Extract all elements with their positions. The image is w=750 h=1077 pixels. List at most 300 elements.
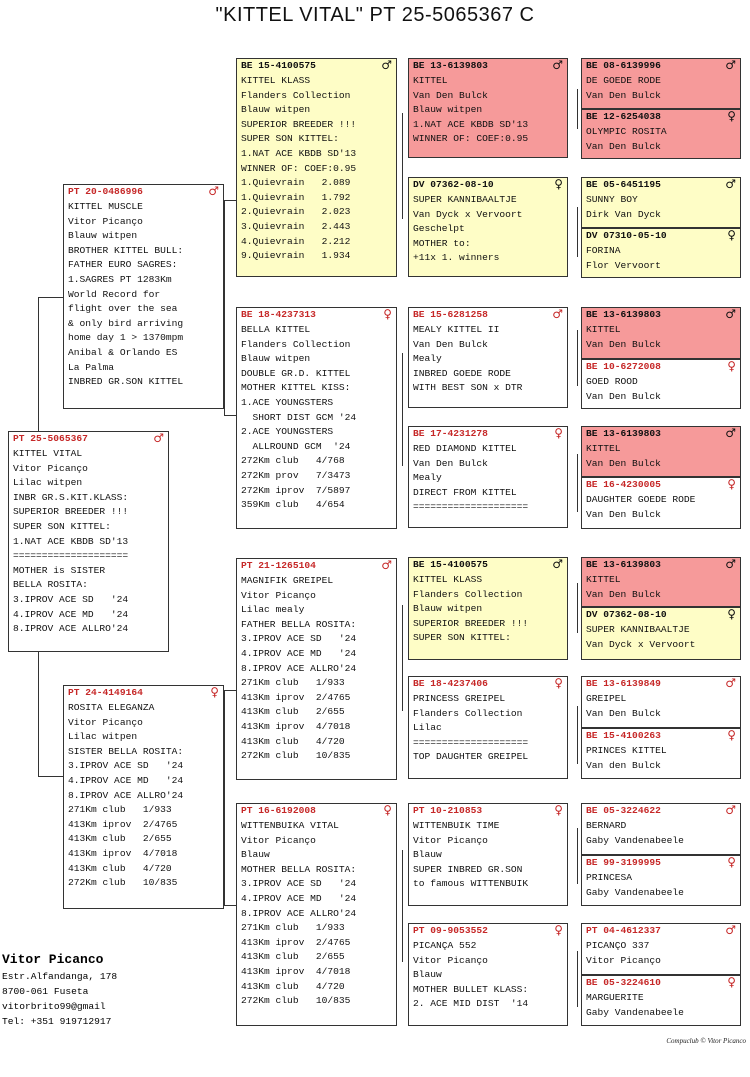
ring-label: BE 16-4230005 bbox=[586, 479, 661, 490]
pedigree-line: Vitor Picanço bbox=[413, 954, 488, 966]
pedigree-line: SUPER SON KITTEL: bbox=[13, 520, 111, 532]
ring-label: BE 17-4231278 bbox=[413, 428, 488, 439]
female-icon: ♀ bbox=[727, 975, 736, 989]
pedigree-line: TOP DAUGHTER GREIPEL bbox=[413, 751, 529, 763]
pedigree-line: 413Km club 2/655 bbox=[241, 951, 345, 963]
pedigree-line: 271Km club 1/933 bbox=[241, 677, 345, 689]
pedigree-box-ggp-8 bbox=[408, 923, 568, 1026]
pedigree-line: ROSITA ELEGANZA bbox=[68, 702, 155, 713]
ring-number bbox=[413, 677, 563, 692]
pedigree-line: KITTEL bbox=[586, 443, 621, 454]
pedigree-box-g5-2 bbox=[581, 109, 741, 159]
connector bbox=[577, 207, 578, 257]
pedigree-line: Dirk Van Dyck bbox=[586, 208, 661, 220]
pedigree-line: Lilac witpen bbox=[13, 477, 83, 489]
pedigree-line: Vitor Picanço bbox=[586, 954, 661, 966]
pedigree-line: World Record for bbox=[68, 288, 161, 300]
pedigree-line: MOTHER to: bbox=[413, 237, 471, 249]
pedigree-line: Van Den Bulck bbox=[586, 588, 661, 600]
pedigree-line: Gaby Vandenabeele bbox=[586, 834, 684, 846]
ring-number bbox=[586, 924, 736, 939]
connector bbox=[577, 706, 578, 764]
female-icon: ♀ bbox=[554, 426, 563, 440]
connector bbox=[224, 905, 236, 906]
pedigree-line: Van Dyck x Vervoort bbox=[413, 208, 523, 220]
pedigree-line: Flanders Collection bbox=[413, 707, 523, 719]
pedigree-line: 8.IPROV ACE ALLRO'24 bbox=[241, 907, 357, 919]
pedigree-line: 413Km iprov 4/7018 bbox=[241, 720, 351, 732]
pedigree-line: MOTHER BULLET KLASS: bbox=[413, 983, 529, 995]
pedigree-line: Van Den Bulck bbox=[586, 89, 661, 101]
pedigree-line: MAGNIFIK GREIPEL bbox=[241, 575, 334, 586]
owner-name: Vitor Picanco bbox=[2, 952, 104, 967]
ring-number bbox=[68, 686, 219, 701]
ring-number bbox=[413, 59, 563, 74]
pedigree-box-g5-5 bbox=[581, 307, 741, 359]
ring-number bbox=[586, 608, 736, 623]
pedigree-box-ggp-2 bbox=[408, 177, 568, 277]
ring-number bbox=[586, 804, 736, 819]
pedigree-line: Vitor Picanço bbox=[241, 589, 316, 601]
pedigree-box-dam-dam bbox=[236, 803, 397, 1026]
ring-label: BE 08-6139996 bbox=[586, 60, 661, 71]
male-icon: ♂ bbox=[725, 177, 736, 191]
pedigree-line: Van den Bulck bbox=[586, 759, 661, 771]
pedigree-line: ==================== bbox=[413, 736, 529, 748]
ring-number bbox=[413, 558, 563, 573]
male-icon: ♂ bbox=[381, 58, 392, 72]
pedigree-line: KITTEL KLASS bbox=[241, 75, 311, 86]
ring-number bbox=[586, 360, 736, 375]
pedigree-line: SUPER KANNIBAALTJE bbox=[586, 624, 690, 635]
ring-number bbox=[413, 308, 563, 323]
connector bbox=[402, 113, 403, 219]
pedigree-box-subject bbox=[8, 431, 169, 652]
ring-number bbox=[586, 110, 736, 125]
female-icon: ♀ bbox=[554, 923, 563, 937]
male-icon: ♂ bbox=[381, 558, 392, 572]
pedigree-box-ggp-5 bbox=[408, 557, 568, 660]
pedigree-line: 4.IPROV ACE MD '24 bbox=[241, 892, 357, 904]
female-icon: ♀ bbox=[554, 676, 563, 690]
pedigree-line: Flanders Collection bbox=[413, 588, 523, 600]
ring-number bbox=[413, 804, 563, 819]
pedigree-line: Vitor Picanço bbox=[68, 716, 143, 728]
owner-city: 8700-061 Fuseta bbox=[2, 986, 89, 997]
pedigree-line: 413Km iprov 4/7018 bbox=[241, 965, 351, 977]
male-icon: ♂ bbox=[725, 923, 736, 937]
pedigree-line: 3.IPROV ACE SD '24 bbox=[68, 760, 184, 772]
ring-label: BE 12-6254038 bbox=[586, 111, 661, 122]
male-icon: ♂ bbox=[153, 431, 164, 445]
pedigree-line: 3.IPROV ACE SD '24 bbox=[13, 593, 129, 605]
pedigree-box-g5-13 bbox=[581, 803, 741, 855]
pedigree-line: Van Den Bulck bbox=[413, 89, 488, 101]
ring-label: BE 13-6139803 bbox=[586, 309, 661, 320]
male-icon: ♂ bbox=[552, 557, 563, 571]
pedigree-line: Mealy bbox=[413, 472, 442, 484]
pedigree-line: WITTENBUIK TIME bbox=[413, 820, 500, 831]
pedigree-line: 413Km iprov 2/4765 bbox=[241, 691, 351, 703]
pedigree-line: Vitor Picanço bbox=[413, 834, 488, 846]
male-icon: ♂ bbox=[208, 184, 219, 198]
pedigree-line: 1.ACE YOUNGSTERS bbox=[241, 396, 334, 408]
ring-label: PT 09-9053552 bbox=[413, 925, 488, 936]
ring-number bbox=[241, 559, 392, 574]
pedigree-box-g5-7 bbox=[581, 426, 741, 477]
pedigree-line: PRINCES KITTEL bbox=[586, 745, 667, 756]
pedigree-line: WITTENBUIKA VITAL bbox=[241, 820, 339, 831]
pedigree-line: 8.IPROV ACE ALLRO'24 bbox=[68, 789, 184, 801]
pedigree-line: to famous WITTENBUIK bbox=[413, 878, 529, 890]
pedigree-line: GREIPEL bbox=[586, 693, 627, 704]
male-icon: ♂ bbox=[725, 803, 736, 817]
pedigree-line: Van Den Bulck bbox=[413, 338, 488, 350]
pedigree-line: SUPER SON KITTEL: bbox=[241, 133, 339, 145]
connector bbox=[402, 605, 403, 711]
pedigree-line: Anibal & Orlando ES bbox=[68, 346, 178, 358]
pedigree-line: 413Km iprov 2/4765 bbox=[68, 818, 178, 830]
male-icon: ♂ bbox=[725, 676, 736, 690]
pedigree-line: SHORT DIST GCM '24 bbox=[241, 411, 357, 423]
pedigree-line: Blauw witpen bbox=[413, 104, 483, 116]
owner-phone: Tel: +351 919712917 bbox=[2, 1016, 112, 1027]
male-icon: ♂ bbox=[725, 426, 736, 440]
pedigree-line: 272Km iprov 7/5897 bbox=[241, 484, 351, 496]
ring-number bbox=[586, 59, 736, 74]
connector bbox=[577, 454, 578, 512]
pedigree-line: INBRED GR.SON KITTEL bbox=[68, 376, 184, 388]
pedigree-line: FATHER EURO SAGRES: bbox=[68, 259, 178, 271]
ring-label: PT 24-4149164 bbox=[68, 687, 143, 698]
pedigree-line: PICANÇA 552 bbox=[413, 940, 477, 951]
pedigree-line: Van Den Bulck bbox=[586, 140, 661, 152]
pedigree-line: Van Den Bulck bbox=[586, 508, 661, 520]
ring-label: PT 20-0486996 bbox=[68, 186, 143, 197]
pedigree-box-g5-8 bbox=[581, 477, 741, 529]
pedigree-line: 272Km club 10/835 bbox=[241, 750, 351, 762]
footer-credit: Compuclub © Vitor Picanco bbox=[666, 1037, 746, 1045]
pedigree-line: WINNER OF: COEF:0.95 bbox=[241, 162, 357, 174]
pedigree-line: BELLA ROSITA: bbox=[13, 579, 88, 591]
pedigree-line: INBR GR.S.KIT.KLASS: bbox=[13, 491, 129, 503]
pedigree-line: RED DIAMOND KITTEL bbox=[413, 443, 517, 454]
pedigree-line: ==================== bbox=[13, 550, 129, 562]
ring-number bbox=[413, 924, 563, 939]
ring-number bbox=[586, 229, 736, 244]
connector bbox=[224, 690, 236, 691]
pedigree-line: Lilac bbox=[413, 722, 442, 734]
ring-number bbox=[413, 427, 563, 442]
ring-label: BE 18-4237406 bbox=[413, 678, 488, 689]
pedigree-line: KITTEL VITAL bbox=[13, 448, 83, 459]
ring-number bbox=[586, 856, 736, 871]
pedigree-line: Lilac mealy bbox=[241, 604, 305, 616]
pedigree-box-g5-16 bbox=[581, 975, 741, 1026]
connector bbox=[38, 776, 63, 777]
pedigree-box-g5-12 bbox=[581, 728, 741, 779]
pedigree-box-sire-sire bbox=[236, 58, 397, 277]
female-icon: ♀ bbox=[210, 685, 219, 699]
pedigree-line: Lilac witpen bbox=[68, 731, 138, 743]
ring-label: PT 10-210853 bbox=[413, 805, 483, 816]
pedigree-line: Van Dyck x Vervoort bbox=[586, 638, 696, 650]
pedigree-line: GOED ROOD bbox=[586, 376, 638, 387]
pedigree-line: DE GOEDE RODE bbox=[586, 75, 661, 86]
ring-label: BE 05-6451195 bbox=[586, 179, 661, 190]
pedigree-line: Vitor Picanço bbox=[13, 462, 88, 474]
pedigree-line: Van Den Bulck bbox=[413, 457, 488, 469]
pedigree-line: Van Den Bulck bbox=[586, 390, 661, 402]
pedigree-line: 272Km club 10/835 bbox=[68, 877, 178, 889]
pedigree-box-g5-14 bbox=[581, 855, 741, 906]
pedigree-box-g5-6 bbox=[581, 359, 741, 409]
pedigree-line: 413Km club 4/720 bbox=[241, 735, 345, 747]
pedigree-line: PRINCESS GREIPEL bbox=[413, 693, 506, 704]
pedigree-line: 359Km club 4/654 bbox=[241, 499, 345, 511]
pedigree-line: SISTER BELLA ROSITA: bbox=[68, 745, 184, 757]
connector bbox=[402, 353, 403, 466]
pedigree-line: 413Km club 2/655 bbox=[68, 833, 172, 845]
pedigree-line: 1.Quievrain 2.089 bbox=[241, 177, 351, 189]
connector bbox=[577, 583, 578, 633]
pedigree-line: MOTHER is SISTER bbox=[13, 564, 106, 576]
owner-address: Estr.Alfandanga, 178 bbox=[2, 971, 118, 982]
pedigree-line: SUPER SON KITTEL: bbox=[413, 632, 511, 644]
pedigree-line: 1.NAT ACE KBDB SD'13 bbox=[241, 147, 357, 159]
pedigree-line: 4.IPROV ACE MD '24 bbox=[241, 647, 357, 659]
pedigree-line: Flanders Collection bbox=[241, 89, 351, 101]
ring-number bbox=[241, 59, 392, 74]
pedigree-line: Flanders Collection bbox=[241, 338, 351, 350]
female-icon: ♀ bbox=[727, 228, 736, 242]
pedigree-line: SUNNY BOY bbox=[586, 194, 638, 205]
ring-number bbox=[13, 432, 164, 447]
pedigree-line: 3.IPROV ACE SD '24 bbox=[241, 633, 357, 645]
female-icon: ♀ bbox=[383, 307, 392, 321]
pedigree-line: DIRECT FROM KITTEL bbox=[413, 486, 517, 498]
pedigree-box-g5-15 bbox=[581, 923, 741, 975]
pedigree-line: 2.Quievrain 2.023 bbox=[241, 206, 351, 218]
pedigree-line: 4.IPROV ACE MD '24 bbox=[68, 774, 184, 786]
pedigree-line: INBRED GOEDE RODE bbox=[413, 367, 511, 379]
ring-number bbox=[586, 729, 736, 744]
pedigree-line: MARGUERITE bbox=[586, 992, 644, 1003]
ring-number bbox=[586, 677, 736, 692]
pedigree-line: KITTEL bbox=[586, 574, 621, 585]
pedigree-line: 272Km prov 7/3473 bbox=[241, 469, 351, 481]
ring-label: BE 13-6139849 bbox=[586, 678, 661, 689]
connector bbox=[577, 330, 578, 386]
connector bbox=[38, 651, 39, 776]
pedigree-line: PICANÇO 337 bbox=[586, 940, 650, 951]
pedigree-line: 2.ACE YOUNGSTERS bbox=[241, 426, 334, 438]
pedigree-box-sire-dam bbox=[236, 307, 397, 529]
pedigree-line: home day 1 > 1370mpm bbox=[68, 332, 184, 344]
pedigree-line: FATHER BELLA ROSITA: bbox=[241, 618, 357, 630]
ring-number bbox=[586, 976, 736, 991]
pedigree-line: Flor Vervoort bbox=[586, 259, 661, 271]
ring-number bbox=[68, 185, 219, 200]
ring-number bbox=[586, 558, 736, 573]
male-icon: ♂ bbox=[725, 557, 736, 571]
pedigree-line: 413Km iprov 4/7018 bbox=[68, 847, 178, 859]
pedigree-line: Blauw bbox=[413, 849, 442, 861]
pedigree-line: 3.Quievrain 2.443 bbox=[241, 220, 351, 232]
pedigree-line: Blauw witpen bbox=[241, 104, 311, 116]
pedigree-line: 8.IPROV ACE ALLRO'24 bbox=[13, 623, 129, 635]
page-title: "KITTEL VITAL" PT 25-5065367 C bbox=[215, 4, 535, 26]
ring-label: DV 07310-05-10 bbox=[586, 230, 667, 241]
ring-label: PT 16-6192008 bbox=[241, 805, 316, 816]
female-icon: ♀ bbox=[727, 359, 736, 373]
ring-label: BE 15-6281258 bbox=[413, 309, 488, 320]
pedigree-line: 2. ACE MID DIST '14 bbox=[413, 998, 529, 1010]
pedigree-line: 413Km iprov 2/4765 bbox=[241, 936, 351, 948]
pedigree-line: DAUGHTER GOEDE RODE bbox=[586, 494, 696, 505]
connector bbox=[224, 200, 236, 201]
pedigree-line: Vitor Picanço bbox=[68, 215, 143, 227]
owner-info bbox=[2, 951, 117, 1029]
ring-number bbox=[586, 478, 736, 493]
pedigree-line: Vitor Picanço bbox=[241, 834, 316, 846]
pedigree-line: Geschelpt bbox=[413, 223, 465, 235]
pedigree-line: 4.Quievrain 2.212 bbox=[241, 235, 351, 247]
pedigree-line: 3.IPROV ACE SD '24 bbox=[241, 878, 357, 890]
female-icon: ♀ bbox=[727, 607, 736, 621]
pedigree-line: Van Den Bulck bbox=[586, 457, 661, 469]
pedigree-line: Mealy bbox=[413, 353, 442, 365]
pedigree-line: 272Km club 4/768 bbox=[241, 455, 345, 467]
connector bbox=[224, 200, 225, 415]
pedigree-box-g5-3 bbox=[581, 177, 741, 228]
male-icon: ♂ bbox=[725, 307, 736, 321]
pedigree-line: 1.NAT ACE KBDB SD'13 bbox=[13, 535, 129, 547]
pedigree-line: SUPER KANNIBAALTJE bbox=[413, 194, 517, 205]
pedigree-box-ggp-7 bbox=[408, 803, 568, 906]
female-icon: ♀ bbox=[727, 728, 736, 742]
pedigree-line: BROTHER KITTEL BULL: bbox=[68, 244, 184, 256]
pedigree-line: 1.Quievrain 1.792 bbox=[241, 191, 351, 203]
female-icon: ♀ bbox=[554, 177, 563, 191]
pedigree-line: 4.IPROV ACE MD '24 bbox=[13, 608, 129, 620]
connector bbox=[224, 690, 225, 905]
pedigree-box-ggp-3 bbox=[408, 307, 568, 408]
pedigree-line: 271Km club 1/933 bbox=[241, 922, 345, 934]
pedigree-line: MEALY KITTEL II bbox=[413, 324, 500, 335]
ring-label: BE 18-4237313 bbox=[241, 309, 316, 320]
ring-number bbox=[586, 308, 736, 323]
female-icon: ♀ bbox=[727, 109, 736, 123]
pedigree-line: BERNARD bbox=[586, 820, 627, 831]
ring-label: BE 13-6139803 bbox=[413, 60, 488, 71]
pedigree-line: BELLA KITTEL bbox=[241, 324, 311, 335]
pedigree-line: KITTEL MUSCLE bbox=[68, 201, 143, 212]
pedigree-line: WITH BEST SON x DTR bbox=[413, 382, 523, 394]
pedigree-box-ggp-4 bbox=[408, 426, 568, 528]
pedigree-line: OLYMPIC ROSITA bbox=[586, 126, 667, 137]
ring-number bbox=[413, 178, 563, 193]
male-icon: ♂ bbox=[552, 58, 563, 72]
ring-label: BE 13-6139803 bbox=[586, 559, 661, 570]
connector bbox=[577, 828, 578, 884]
pedigree-line: Blauw bbox=[241, 849, 270, 861]
pedigree-line: ==================== bbox=[413, 501, 529, 513]
pedigree-box-g5-11 bbox=[581, 676, 741, 728]
pedigree-line: La Palma bbox=[68, 361, 115, 373]
ring-label: DV 07362-08-10 bbox=[413, 179, 494, 190]
ring-label: BE 05-3224622 bbox=[586, 805, 661, 816]
pedigree-line: 8.IPROV ACE ALLRO'24 bbox=[241, 662, 357, 674]
pedigree-box-sire bbox=[63, 184, 224, 409]
pedigree-line: Gaby Vandenabeele bbox=[586, 886, 684, 898]
pedigree-box-ggp-1 bbox=[408, 58, 568, 158]
ring-label: BE 15-4100263 bbox=[586, 730, 661, 741]
pedigree-line: SUPERIOR BREEDER !!! bbox=[13, 506, 129, 518]
ring-label: BE 99-3199995 bbox=[586, 857, 661, 868]
ring-label: PT 21-1265104 bbox=[241, 560, 316, 571]
pedigree-line: Gaby Vandenabeele bbox=[586, 1006, 684, 1018]
pedigree-line: SUPER INBRED GR.SON bbox=[413, 863, 523, 875]
connector bbox=[402, 850, 403, 962]
female-icon: ♀ bbox=[727, 477, 736, 491]
connector bbox=[577, 951, 578, 1007]
male-icon: ♂ bbox=[552, 307, 563, 321]
pedigree-line: FORINA bbox=[586, 245, 621, 256]
pedigree-line: WINNER OF: COEF:0.95 bbox=[413, 133, 529, 145]
ring-number bbox=[241, 804, 392, 819]
ring-label: BE 13-6139803 bbox=[586, 428, 661, 439]
ring-label: BE 05-3224610 bbox=[586, 977, 661, 988]
ring-number bbox=[586, 427, 736, 442]
pedigree-box-g5-9 bbox=[581, 557, 741, 607]
female-icon: ♀ bbox=[727, 855, 736, 869]
pedigree-line: PRINCESA bbox=[586, 872, 633, 883]
ring-number bbox=[586, 178, 736, 193]
pedigree-line: Blauw witpen bbox=[241, 353, 311, 365]
pedigree-line: KITTEL bbox=[413, 75, 448, 86]
owner-email: vitorbrito99@gmail bbox=[2, 1001, 106, 1012]
ring-number bbox=[241, 308, 392, 323]
ring-label: BE 15-4100575 bbox=[413, 559, 488, 570]
connector bbox=[224, 415, 236, 416]
pedigree-line: +11x 1. winners bbox=[413, 252, 500, 264]
female-icon: ♀ bbox=[383, 803, 392, 817]
pedigree-line: SUPERIOR BREEDER !!! bbox=[241, 118, 357, 130]
ring-label: BE 15-4100575 bbox=[241, 60, 316, 71]
ring-label: PT 04-4612337 bbox=[586, 925, 661, 936]
pedigree-line: SUPERIOR BREEDER !!! bbox=[413, 617, 529, 629]
pedigree-line: Van Den Bulck bbox=[586, 338, 661, 350]
ring-label: BE 10-6272008 bbox=[586, 361, 661, 372]
pedigree-line: KITTEL bbox=[586, 324, 621, 335]
pedigree-line: Blauw witpen bbox=[68, 230, 138, 242]
pedigree-line: 1.SAGRES PT 1283Km bbox=[68, 273, 172, 285]
ring-label: DV 07362-08-10 bbox=[586, 609, 667, 620]
pedigree-box-g5-4 bbox=[581, 228, 741, 278]
pedigree-box-g5-10 bbox=[581, 607, 741, 660]
connector bbox=[577, 89, 578, 129]
pedigree-line: Blauw bbox=[413, 969, 442, 981]
pedigree-line: 271Km club 1/933 bbox=[68, 804, 172, 816]
connector bbox=[38, 297, 63, 298]
pedigree-line: Van Den Bulck bbox=[586, 707, 661, 719]
pedigree-line: DOUBLE GR.D. KITTEL bbox=[241, 367, 351, 379]
pedigree-line: 9.Quievrain 1.934 bbox=[241, 250, 351, 262]
pedigree-line: MOTHER BELLA ROSITA: bbox=[241, 863, 357, 875]
male-icon: ♂ bbox=[725, 58, 736, 72]
female-icon: ♀ bbox=[554, 803, 563, 817]
